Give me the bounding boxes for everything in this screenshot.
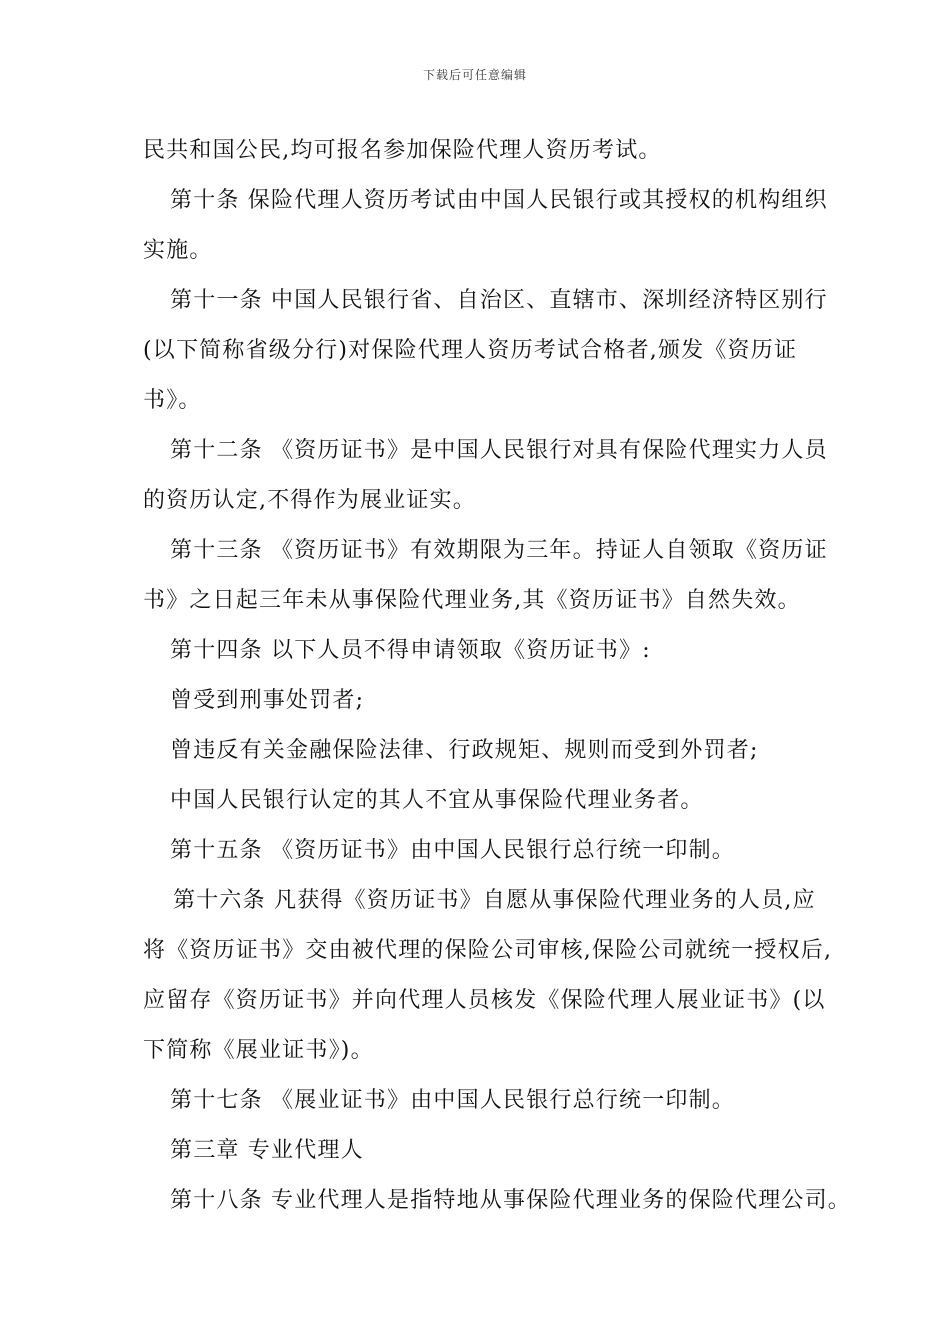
- paragraph-line: 的资历认定,不得作为展业证实。: [143, 488, 476, 513]
- article-11-line: 第十一条 中国人民银行省、自治区、直辖市、深圳经济特区别行: [170, 288, 828, 313]
- paragraph-line: 应留存《资历证书》并向代理人员核发《保险代理人展业证书》(以: [143, 988, 826, 1013]
- list-item: 曾受到刑事处罚者;: [170, 688, 365, 713]
- chapter-heading: 第三章 专业代理人: [170, 1138, 364, 1163]
- paragraph-line: 下简称《展业证书》)。: [143, 1038, 374, 1063]
- document-body: [143, 126, 851, 1226]
- article-13-line: 第十三条 《资历证书》有效期限为三年。持证人自领取《资历证: [170, 538, 828, 563]
- article-14-line: 第十四条 以下人员不得申请领取《资历证书》:: [170, 638, 651, 663]
- paragraph-line: 民共和国公民,均可报名参加保险代理人资历考试。: [143, 138, 662, 163]
- paragraph-line: 书》。: [143, 388, 202, 413]
- article-17-line: 第十七条 《展业证书》由中国人民银行总行统一印制。: [170, 1088, 735, 1113]
- paragraph-line: 书》之日起三年未从事保险代理业务,其《资历证书》自然失效。: [143, 588, 801, 613]
- list-item: 中国人民银行认定的其人不宜从事保险代理业务者。: [170, 788, 704, 813]
- page-header: 下载后可任意编辑: [422, 68, 527, 82]
- article-16-line: 第十六条 凡获得《资历证书》自愿从事保险代理业务的人员,应: [173, 888, 816, 913]
- paragraph-line: 实施。: [143, 238, 213, 263]
- article-12-line: 第十二条 《资历证书》是中国人民银行对具有保险代理实力人员: [170, 438, 828, 463]
- article-15-line: 第十五条 《资历证书》由中国人民银行总行统一印制。: [170, 838, 735, 863]
- article-10-line: 第十条 保险代理人资历考试由中国人民银行或其授权的机构组织: [170, 188, 828, 213]
- paragraph-line: (以下简称省级分行)对保险代理人资历考试合格者,颁发《资历证: [143, 338, 798, 363]
- paragraph-line: 将《资历证书》交由被代理的保险公司审核,保险公司就统一授权后,: [143, 938, 833, 963]
- list-item: 曾违反有关金融保险法律、行政规矩、规则而受到外罚者;: [170, 738, 759, 763]
- article-18-line: 第十八条 专业代理人是指特地从事保险代理业务的保险代理公司。: [170, 1188, 851, 1213]
